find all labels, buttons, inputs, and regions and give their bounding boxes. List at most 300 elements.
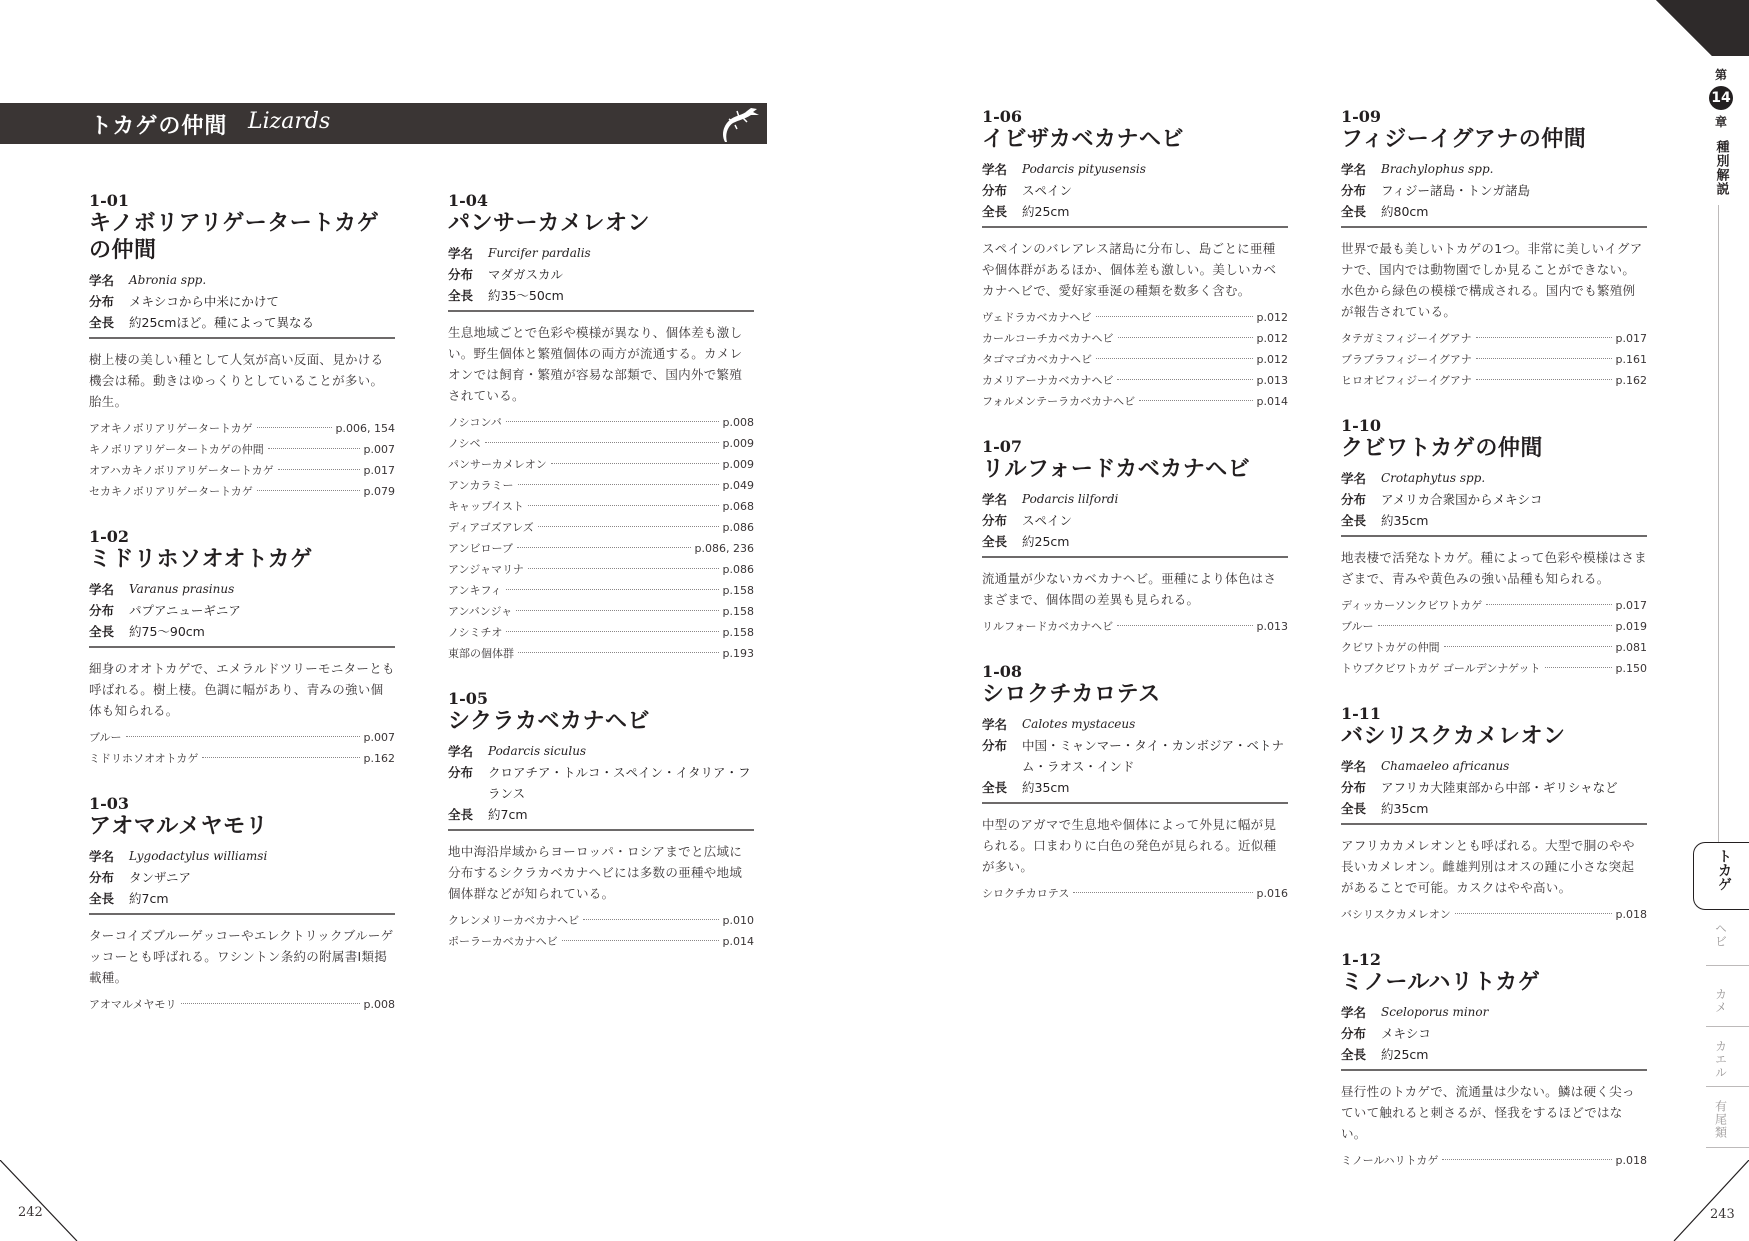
divider — [448, 310, 754, 312]
page-reference — [89, 994, 395, 1015]
chapter-suffix: 章 — [1714, 115, 1727, 129]
page-reference — [448, 559, 754, 580]
label-len: 全長 — [1341, 1047, 1367, 1062]
label-dist: 分布 — [89, 294, 115, 309]
reference-page: p.009 — [722, 437, 754, 450]
label-sci: 学名 — [448, 246, 474, 261]
label-sci: 学名 — [1341, 471, 1367, 486]
reference-page: p.086 — [722, 563, 754, 576]
reference-name: バシリスクカメレオン — [1341, 908, 1451, 921]
page-number-left: 242 — [18, 1205, 43, 1220]
distribution: スペイン — [1022, 183, 1073, 198]
leader-dots — [1455, 913, 1612, 914]
page-reference — [448, 412, 754, 433]
species-entry — [1341, 705, 1647, 925]
page-reference — [1341, 370, 1647, 391]
label-dist: 分布 — [982, 183, 1008, 198]
distribution: マダガスカル — [488, 267, 564, 282]
leader-dots — [1476, 379, 1612, 380]
leader-dots — [257, 490, 360, 491]
distribution: パプアニューギニア — [129, 603, 241, 618]
page-reference — [448, 622, 754, 643]
page-reference — [89, 727, 395, 748]
entry-number: 1-08 — [982, 662, 1023, 681]
leader-dots — [1117, 625, 1252, 626]
reference-page: p.068 — [722, 500, 754, 513]
description: 流通量が少ないカベカナヘビ。亜種により体色はさまざまで、個体間の差異も見られる。 — [982, 571, 1277, 607]
reference-name: ノシコンバ — [448, 416, 502, 429]
reference-page: p.018 — [1615, 1154, 1647, 1167]
reference-name: ディッカーソンクビワトカゲ — [1341, 599, 1483, 612]
leader-dots — [506, 631, 718, 632]
page-reference — [89, 748, 395, 769]
leader-dots — [518, 484, 719, 485]
leader-dots — [1476, 358, 1612, 359]
reference-name: アンジャマリナ — [448, 563, 524, 576]
entry-number: 1-02 — [89, 527, 130, 546]
page-number-right: 243 — [1710, 1207, 1735, 1222]
description: アフリカカメレオンとも呼ばれる。大型で胴のやや長いカメレオン。雌雄判別はオスの踵に小さな突起があることで可能。カスクはやや高い。 — [1341, 838, 1635, 895]
page-reference — [448, 931, 754, 952]
label-len: 全長 — [1341, 204, 1367, 219]
reference-name: ブルー — [1341, 620, 1374, 633]
label-sci: 学名 — [89, 273, 115, 288]
length: 約35cm — [1381, 801, 1429, 816]
label-sci: 学名 — [1341, 1005, 1367, 1020]
tab-label: トカゲ — [1716, 849, 1732, 891]
leader-dots — [506, 589, 719, 590]
page-reference — [982, 883, 1288, 904]
entry-title: ミドリホソオオトカゲ — [89, 547, 313, 572]
page-reference — [448, 517, 754, 538]
reference-page: p.081 — [1615, 641, 1647, 654]
tab-divider — [1706, 965, 1749, 966]
entry-number: 1-12 — [1341, 950, 1382, 969]
reference-page: p.019 — [1615, 620, 1647, 633]
reference-name: クレンメリーカベカナヘビ — [448, 914, 580, 927]
reference-page: p.008 — [363, 998, 395, 1011]
page-reference — [1341, 349, 1647, 370]
distribution: 中国・ミャンマー・タイ・カンボジア・ベトナム・ラオス・インド — [1022, 738, 1285, 774]
tab-divider — [1706, 1086, 1749, 1087]
chapter-title: 種別解説 — [1713, 140, 1729, 196]
tab-label: カエル — [1713, 1040, 1728, 1079]
tab-divider — [1706, 1147, 1749, 1148]
reference-name: 東部の個体群 — [448, 647, 514, 660]
leader-dots — [268, 448, 360, 449]
entry-title: パンサーカメレオン — [448, 211, 651, 236]
reference-page: p.012 — [1256, 353, 1288, 366]
description: 細身のオオトカゲで、エメラルドツリーモニターとも呼ばれる。樹上棲。色調に幅があり、青みの強い個体も知られる。 — [89, 661, 395, 718]
reference-name: ブルー — [89, 731, 122, 744]
label-sci: 学名 — [448, 744, 474, 759]
page-reference — [448, 910, 754, 931]
scientific-name: Brachylophus spp. — [1381, 162, 1494, 176]
label-sci: 学名 — [89, 582, 115, 597]
scientific-name: Calotes mystaceus — [1022, 717, 1136, 731]
reference-name: ポーラーカベカナヘビ — [448, 935, 558, 948]
reference-name: ノシミチオ — [448, 626, 503, 639]
page-reference — [448, 433, 754, 454]
entry-number: 1-11 — [1341, 704, 1382, 723]
page-reference — [982, 391, 1288, 412]
scientific-name: Podarcis lilfordi — [1022, 492, 1119, 506]
reference-page: p.017 — [1615, 599, 1647, 612]
page-reference — [448, 496, 754, 517]
column-4 — [1341, 108, 1647, 1197]
species-entry — [1341, 417, 1647, 679]
reference-page: p.079 — [363, 485, 395, 498]
label-sci: 学名 — [982, 717, 1008, 732]
lizard-icon — [717, 105, 761, 143]
reference-page: p.017 — [363, 464, 395, 477]
scientific-name: Abronia spp. — [129, 273, 207, 287]
reference-name: ミノールハリトカゲ — [1341, 1154, 1439, 1167]
leader-dots — [506, 421, 719, 422]
page-reference — [89, 439, 395, 460]
label-sci: 学名 — [1341, 162, 1367, 177]
reference-name: オアハカキノボリアリゲータートカゲ — [89, 464, 274, 477]
label-len: 全長 — [89, 315, 115, 330]
species-entry — [448, 192, 754, 664]
distribution: アフリカ大陸東部から中部・ギリシャなど — [1381, 780, 1618, 795]
entry-title: バシリスクカメレオン — [1341, 724, 1566, 749]
tab-frog[interactable] — [1701, 1040, 1741, 1079]
reference-page: p.162 — [363, 752, 395, 765]
length: 約35cm — [1381, 513, 1429, 528]
page-reference — [448, 538, 754, 559]
label-len: 全長 — [982, 204, 1008, 219]
divider — [982, 556, 1288, 558]
entry-title: クビワトカゲの仲間 — [1341, 436, 1543, 461]
leader-dots — [278, 469, 360, 470]
tab-divider — [1706, 1026, 1749, 1027]
section-title: トカゲの仲間 — [90, 114, 228, 139]
entry-title: キノボリアリゲータートカゲの仲間 — [89, 211, 380, 263]
reference-name: クビワトカゲの仲間 — [1341, 641, 1440, 654]
reference-page: p.012 — [1256, 332, 1288, 345]
divider — [1341, 1069, 1647, 1071]
entry-title: イビザカベカナヘビ — [982, 127, 1185, 152]
column-1 — [89, 192, 395, 1041]
page-reference — [1341, 658, 1647, 679]
leader-dots — [1096, 358, 1253, 359]
species-entry — [448, 690, 754, 952]
leader-dots — [538, 526, 719, 527]
length: 約35〜50cm — [488, 288, 564, 303]
label-dist: 分布 — [1341, 780, 1367, 795]
leader-dots — [1486, 604, 1611, 605]
leader-dots — [181, 1003, 360, 1004]
reference-name: カールコーチカベカナヘビ — [982, 332, 1114, 345]
reference-page: p.016 — [1256, 887, 1288, 900]
reference-name: キノボリアリゲータートカゲの仲間 — [89, 443, 264, 456]
reference-name: キャップイスト — [448, 500, 524, 513]
leader-dots — [1444, 646, 1612, 647]
species-entry — [982, 438, 1288, 637]
entry-number: 1-03 — [89, 794, 130, 813]
species-entry — [89, 192, 395, 502]
entry-number: 1-04 — [448, 191, 489, 210]
label-len: 全長 — [448, 807, 474, 822]
reference-name: ブラブラフィジーイグアナ — [1341, 353, 1472, 366]
label-dist: 分布 — [982, 513, 1008, 528]
reference-name: シロクチカロテス — [982, 887, 1070, 900]
description: 世界で最も美しいトカゲの1つ。非常に美しいイグアナで、国内では動物園でしか見ることができない。水色から緑色の模様で構成される。国内でも繁殖例が報告されている。 — [1341, 241, 1643, 319]
scientific-name: Chamaeleo africanus — [1381, 759, 1510, 773]
label-dist: 分布 — [89, 603, 115, 618]
scientific-name: Podarcis siculus — [488, 744, 587, 758]
distribution: メキシコから中米にかけて — [129, 294, 279, 309]
divider — [982, 226, 1288, 228]
entry-number: 1-09 — [1341, 107, 1382, 126]
page-reference — [89, 481, 395, 502]
reference-name: ヴェドラカベカナヘビ — [982, 311, 1092, 324]
divider — [448, 829, 754, 831]
reference-page: p.161 — [1615, 353, 1647, 366]
tab-label: ヘビ — [1713, 922, 1728, 948]
length: 約7cm — [129, 891, 169, 906]
reference-page: p.158 — [722, 584, 754, 597]
leader-dots — [551, 463, 719, 464]
column-3 — [982, 108, 1288, 930]
leader-dots — [1545, 667, 1612, 668]
description: 地中海沿岸域からヨーロッパ・ロシアまでと広域に分布するシクラカベカナヘビには多数の亜種や地域個体群などが知られている。 — [448, 844, 743, 901]
sidebar-line — [1718, 205, 1719, 842]
label-dist: 分布 — [1341, 183, 1367, 198]
reference-name: トウブクビワトカゲ ゴールデンナゲット — [1341, 662, 1541, 675]
tab-lizard[interactable] — [1693, 842, 1749, 910]
reference-page: p.007 — [363, 731, 395, 744]
length: 約75〜90cm — [129, 624, 205, 639]
leader-dots — [257, 427, 332, 428]
entry-number: 1-07 — [982, 437, 1023, 456]
label-len: 全長 — [1341, 801, 1367, 816]
label-len: 全長 — [448, 288, 474, 303]
reference-name: リルフォードカベカナヘビ — [982, 620, 1114, 633]
reference-page: p.158 — [722, 626, 754, 639]
distribution: スペイン — [1022, 513, 1073, 528]
label-sci: 学名 — [89, 849, 115, 864]
label-sci: 学名 — [1341, 759, 1367, 774]
distribution: メキシコ — [1381, 1026, 1431, 1041]
page-reference — [448, 454, 754, 475]
leader-dots — [485, 442, 719, 443]
species-entry — [982, 108, 1288, 412]
species-entry — [982, 663, 1288, 904]
page-corner-right — [1670, 1160, 1749, 1241]
reference-name: アンキフィ — [448, 584, 502, 597]
label-dist: 分布 — [1341, 492, 1367, 507]
page-reference — [1341, 616, 1647, 637]
label-dist: 分布 — [448, 267, 474, 282]
leader-dots — [1442, 1159, 1611, 1160]
label-dist: 分布 — [982, 738, 1008, 753]
description: スペインのバレアレス諸島に分布し、島ごとに亜種や個体群があるほか、個体差も激しい。美しいカベカナヘビで、愛好家垂涎の種類を数多く含む。 — [982, 241, 1277, 298]
reference-page: p.018 — [1615, 908, 1647, 921]
leader-dots — [1073, 892, 1252, 893]
description: 樹上棲の美しい種として人気が高い反面、見かける機会は稀。動きはゆっくりとしていることが多い。胎生。 — [89, 352, 384, 409]
length: 約25cm — [1381, 1047, 1429, 1062]
leader-dots — [1476, 337, 1612, 338]
scientific-name: Varanus prasinus — [129, 582, 235, 596]
reference-page: p.086 — [722, 521, 754, 534]
tab-snake[interactable] — [1701, 922, 1741, 948]
tab-label: 有尾類 — [1713, 1100, 1728, 1139]
page-reference — [1341, 328, 1647, 349]
reference-name: パンサーカメレオン — [448, 458, 547, 471]
page-reference — [448, 475, 754, 496]
reference-page: p.150 — [1615, 662, 1647, 675]
reference-page: p.007 — [363, 443, 395, 456]
reference-name: アオマルメヤモリ — [89, 998, 177, 1011]
entry-title: ミノールハリトカゲ — [1341, 970, 1541, 995]
reference-name: ミドリホソオオトカゲ — [89, 752, 199, 765]
description: ターコイズブルーゲッコーやエレクトリックブルーゲッコーとも呼ばれる。ワシントン条約の附属書I類掲載種。 — [89, 928, 394, 985]
entry-title: シクラカベカナヘビ — [448, 709, 651, 734]
tab-salamander[interactable] — [1701, 1100, 1741, 1139]
reference-page: p.014 — [1256, 395, 1288, 408]
divider — [89, 337, 395, 339]
page-reference — [982, 370, 1288, 391]
entry-number: 1-01 — [89, 191, 130, 210]
leader-dots — [1139, 400, 1252, 401]
reference-name: アンカラミー — [448, 479, 514, 492]
reference-page: p.049 — [722, 479, 754, 492]
species-entry — [1341, 108, 1647, 391]
reference-page: p.009 — [722, 458, 754, 471]
reference-name: ヒロオビフィジーイグアナ — [1341, 374, 1472, 387]
reference-name: ノシベ — [448, 437, 481, 450]
entry-number: 1-05 — [448, 689, 489, 708]
leader-dots — [516, 610, 718, 611]
leader-dots — [202, 757, 359, 758]
description: 昼行性のトカゲで、流通量は少ない。鱗は硬く尖っていて触れると刺さるが、怪我をするほどではない。 — [1341, 1084, 1635, 1141]
reference-page: p.086, 236 — [694, 542, 754, 555]
reference-page: p.013 — [1256, 620, 1288, 633]
description: 中型のアガマで生息地や個体によって外見に幅が見られる。口まわりに白色の発色が見られる。近似種が多い。 — [982, 817, 1277, 874]
reference-name: フォルメンテーラカベカナヘビ — [982, 395, 1136, 408]
label-sci: 学名 — [982, 162, 1008, 177]
leader-dots — [528, 505, 719, 506]
page-reference — [1341, 637, 1647, 658]
label-dist: 分布 — [448, 765, 474, 780]
length: 約25cm — [1022, 534, 1070, 549]
leader-dots — [1117, 379, 1252, 380]
entry-number: 1-06 — [982, 107, 1023, 126]
scientific-name: Crotaphytus spp. — [1381, 471, 1486, 485]
length: 約7cm — [488, 807, 528, 822]
distribution: フィジー諸島・トンガ諸島 — [1381, 183, 1531, 198]
reference-page: p.014 — [722, 935, 754, 948]
reference-page: p.158 — [722, 605, 754, 618]
reference-name: タゴマゴカベカナヘビ — [982, 353, 1092, 366]
reference-name: アンビローブ — [448, 542, 514, 555]
distribution: タンザニア — [129, 870, 192, 885]
page-reference — [982, 328, 1288, 349]
page-corner-left — [0, 1160, 80, 1241]
reference-name: アンバンジャ — [448, 605, 513, 618]
section-title-en: Lizards — [248, 109, 331, 134]
leader-dots — [518, 652, 719, 653]
page-reference — [448, 601, 754, 622]
divider — [1341, 823, 1647, 825]
scientific-name: Podarcis pityusensis — [1022, 162, 1146, 176]
length: 約35cm — [1022, 780, 1070, 795]
reference-page: p.017 — [1615, 332, 1647, 345]
scientific-name: Lygodactylus williamsi — [129, 849, 268, 863]
divider — [1341, 226, 1647, 228]
scientific-name: Sceloporus minor — [1381, 1005, 1489, 1019]
distribution: クロアチア・トルコ・スペイン・イタリア・フランス — [488, 765, 751, 801]
leader-dots — [1378, 625, 1612, 626]
entry-title: アオマルメヤモリ — [89, 814, 269, 839]
label-len: 全長 — [982, 780, 1008, 795]
page-reference — [982, 616, 1288, 637]
length: 約80cm — [1381, 204, 1429, 219]
length: 約25cmほど。種によって異なる — [129, 315, 314, 330]
species-entry — [89, 528, 395, 769]
entry-title: シロクチカロテス — [982, 682, 1161, 707]
chapter-number: 14 — [1709, 86, 1733, 110]
leader-dots — [126, 736, 360, 737]
page-reference — [448, 580, 754, 601]
page-reference — [1341, 1150, 1647, 1171]
label-dist: 分布 — [1341, 1026, 1367, 1041]
label-len: 全長 — [89, 624, 115, 639]
description: 生息地域ごとで色彩や模様が異なり、個体差も激しい。野生個体と繁殖個体の両方が流通する。カメレオンでは飼育・繁殖が容易な部類で、国内外で繁殖されている。 — [448, 325, 743, 403]
label-len: 全長 — [982, 534, 1008, 549]
distribution: アメリカ合衆国からメキシコ — [1381, 492, 1543, 507]
reference-name: アオキノボリアリゲータートカゲ — [89, 422, 253, 435]
tab-turtle[interactable] — [1701, 988, 1741, 1014]
species-entry — [1341, 951, 1647, 1171]
divider — [89, 913, 395, 915]
leader-dots — [517, 547, 691, 548]
reference-name: ディアゴズアレズ — [448, 521, 534, 534]
reference-page: p.010 — [722, 914, 754, 927]
label-len: 全長 — [1341, 513, 1367, 528]
page-reference — [1341, 595, 1647, 616]
leader-dots — [1096, 316, 1253, 317]
corner-triangle — [1656, 0, 1749, 56]
reference-page: p.006, 154 — [335, 422, 395, 435]
entry-number: 1-10 — [1341, 416, 1382, 435]
length: 約25cm — [1022, 204, 1070, 219]
scientific-name: Furcifer pardalis — [488, 246, 591, 260]
reference-page: p.012 — [1256, 311, 1288, 324]
reference-page: p.162 — [1615, 374, 1647, 387]
label-dist: 分布 — [89, 870, 115, 885]
leader-dots — [1118, 337, 1253, 338]
entry-title: フィジーイグアナの仲間 — [1341, 127, 1587, 152]
entry-title: リルフォードカベカナヘビ — [982, 457, 1251, 482]
page-reference — [89, 418, 395, 439]
leader-dots — [583, 919, 718, 920]
divider — [982, 802, 1288, 804]
page-reference — [89, 460, 395, 481]
reference-page: p.013 — [1256, 374, 1288, 387]
species-entry — [89, 795, 395, 1015]
description: 地表棲で活発なトカゲ。種によって色彩や模様はさまざまで、青みや黄色みの強い品種も知られる。 — [1341, 550, 1647, 586]
page-reference — [982, 307, 1288, 328]
chapter-prefix: 第 — [1714, 68, 1727, 82]
section-banner — [0, 103, 767, 144]
reference-page: p.008 — [722, 416, 754, 429]
page-reference — [982, 349, 1288, 370]
label-sci: 学名 — [982, 492, 1008, 507]
leader-dots — [562, 940, 719, 941]
